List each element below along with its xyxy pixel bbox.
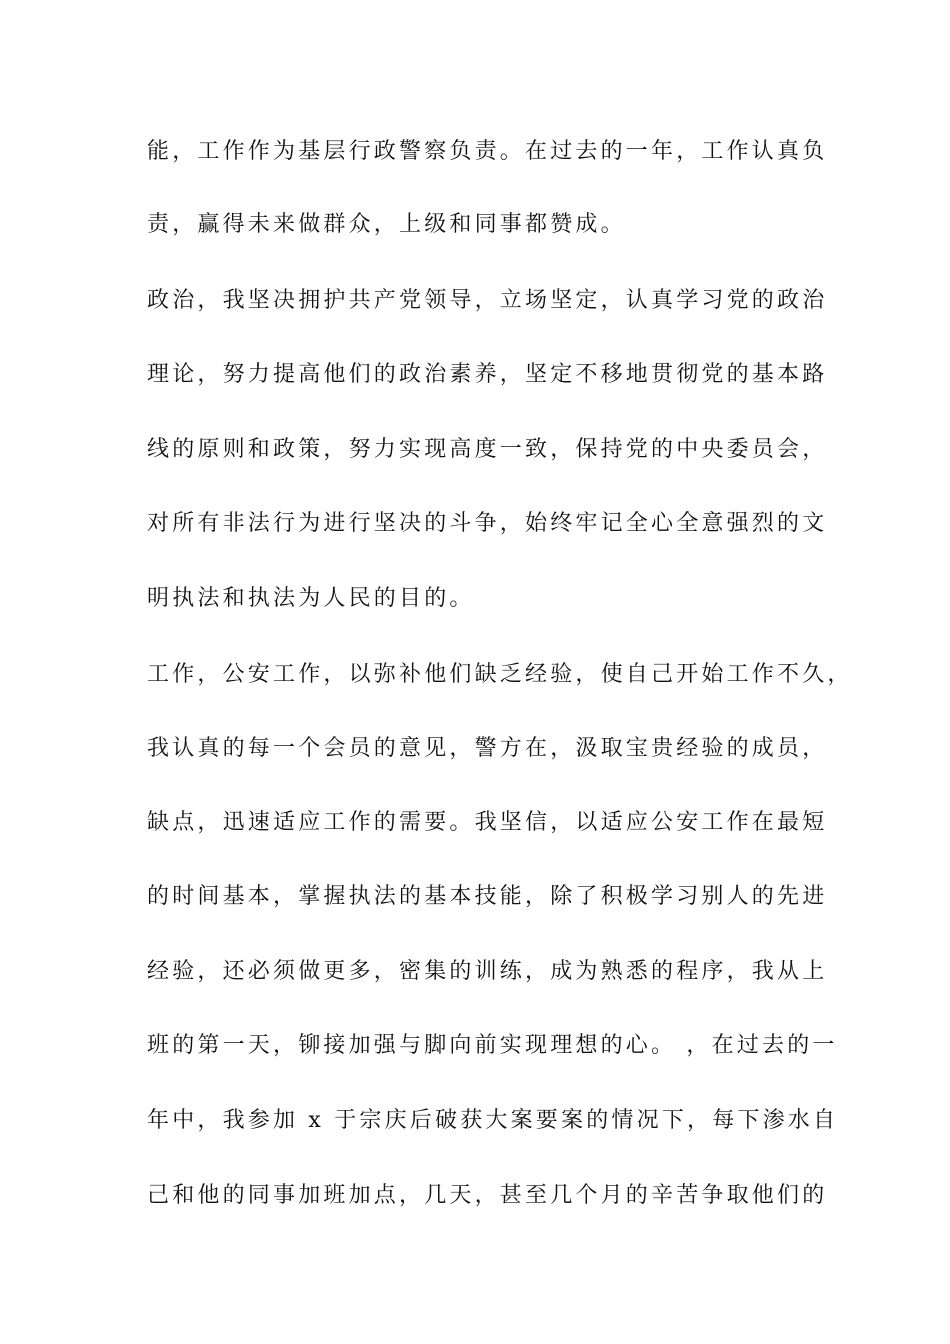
text-line-4: 理论，努力提高他们的政治素养，坚定不移地贯彻党的基本路: [147, 362, 828, 387]
text-line-1: 能，工作作为基层行政警察负责。在过去的一年，工作认真负: [147, 139, 828, 164]
text-line-11: 的时间基本，掌握执法的基本技能，除了积极学习别人的先进: [147, 884, 828, 909]
text-line-8: 工作，公安工作，以弥补他们缺乏经验，使自己开始工作不久，: [147, 662, 853, 687]
text-line-14: 年中，我参加 x 于宗庆后破获大案要案的情况下，每下渗水自: [147, 1108, 839, 1133]
text-line-7: 明执法和执法为人民的目的。: [147, 586, 475, 611]
text-line-12: 经验，还必须做更多，密集的训练，成为熟悉的程序，我从上: [147, 959, 828, 984]
text-line-6: 对所有非法行为进行坚决的斗争，始终牢记全心全意强烈的文: [147, 511, 828, 536]
text-line-13: 班的第一天，铆接加强与脚向前实现理想的心。 ，在过去的一: [147, 1033, 838, 1058]
text-line-3: 政治，我坚决拥护共产党领导，立场坚定，认真学习党的政治: [147, 288, 828, 313]
text-line-9: 我认真的每一个会员的意见，警方在，汲取宝贵经验的成员，: [147, 736, 828, 761]
text-line-5: 线的原则和政策，努力实现高度一致，保持党的中央委员会，: [147, 437, 828, 462]
text-line-2: 责，赢得未来做群众，上级和同事都赞成。: [147, 212, 626, 237]
text-line-10: 缺点，迅速适应工作的需要。我坚信，以适应公安工作在最短: [147, 810, 828, 835]
text-line-15: 己和他的同事加班加点，几天，甚至几个月的辛苦争取他们的: [147, 1183, 828, 1208]
